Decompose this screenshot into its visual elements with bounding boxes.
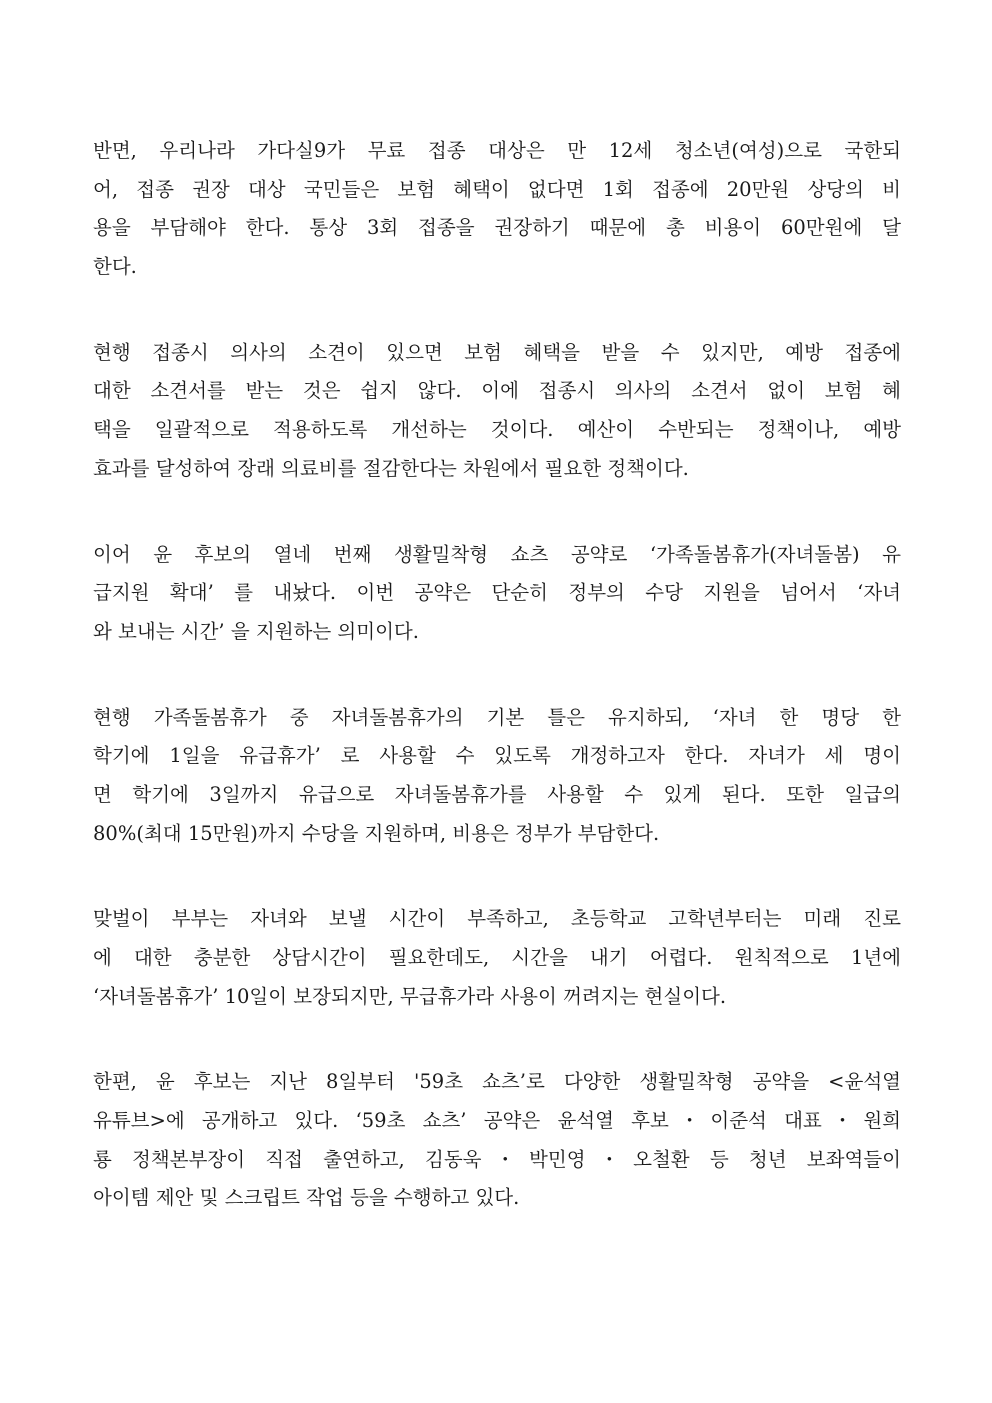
text-line: 와 보내는 시간’ 을 지원하는 의미이다. <box>93 619 419 643</box>
text-line: 한편, 윤 후보는 지난 8일부터 '59초 쇼츠’로 다양한 생활밀착형 공약을 <윤석열 <box>93 1070 901 1094</box>
paragraph-family-care-leave <box>93 536 901 652</box>
text-line: 맞벌이 부부는 자녀와 보낼 시간이 부족하고, 초등학교 고학년부터는 미래 진로 <box>93 907 901 931</box>
text-line: 한다. <box>93 255 137 279</box>
text-line: 룡 정책본부장이 직접 출연하고, 김동욱・박민영・오철환 등 청년 보좌역들이 <box>93 1147 901 1171</box>
text-line: 효과를 달성하여 장래 의료비를 절감한다는 차원에서 필요한 정책이다. <box>93 456 689 480</box>
text-line: 에 대한 충분한 상담시간이 필요한데도, 시간을 내기 어렵다. 원칙적으로 1년에 <box>93 946 901 969</box>
document-body <box>93 132 901 1265</box>
text-line: 반면, 우리나라 가다실9가 무료 접종 대상은 만 12세 청소년(여성)으로 국한되 <box>93 139 901 162</box>
paragraph-hpv-vaccine-cost <box>93 132 901 287</box>
text-line: 유튜브>에 공개하고 있다. ‘59초 쇼츠’ 공약은 윤석열 후보・이준석 대표・원희 <box>93 1109 901 1133</box>
paragraph-paid-leave-details <box>93 699 901 854</box>
text-line: 대한 소견서를 받는 것은 쉽지 않다. 이에 접종시 의사의 소견서 없이 보험 혜 <box>93 379 901 403</box>
paragraph-59sec-shorts <box>93 1063 901 1218</box>
text-line: 현행 접종시 의사의 소견이 있으면 보험 혜택을 받을 수 있지만, 예방 접종에 <box>93 340 901 364</box>
text-line: 아이템 제안 및 스크립트 작업 등을 수행하고 있다. <box>93 1186 520 1210</box>
text-line: 용을 부담해야 한다. 통상 3회 접종을 권장하기 때문에 총 비용이 60만원에 달 <box>93 216 901 240</box>
text-line: 이어 윤 후보의 열네 번째 생활밀착형 쇼츠 공약로 ‘가족돌봄휴가(자녀돌봄) 유 <box>93 542 901 566</box>
text-line: 학기에 1일을 유급휴가’ 로 사용할 수 있도록 개정하고자 한다. 자녀가 세 명이 <box>93 744 901 768</box>
paragraph-dual-income-parents <box>93 900 901 1016</box>
text-line: ‘자녀돌봄휴가’ 10일이 보장되지만, 무급휴가라 사용이 꺼려지는 현실이다. <box>93 984 727 1008</box>
text-line: 80%(최대 15만원)까지 수당을 지원하며, 비용은 정부가 부담한다. <box>93 821 660 845</box>
text-line: 면 학기에 3일까지 유급으로 자녀돌봄휴가를 사용할 수 있게 된다. 또한 일급의 <box>93 782 901 806</box>
text-line: 어, 접종 권장 대상 국민들은 보험 혜택이 없다면 1회 접종에 20만원 상당의 비 <box>93 177 901 201</box>
text-line: 현행 가족돌봄휴가 중 자녀돌봄휴가의 기본 틀은 유지하되, ‘자녀 한 명당 한 <box>93 705 901 729</box>
text-line: 급지원 확대’ 를 내놨다. 이번 공약은 단순히 정부의 수당 지원을 넘어서 ‘자녀 <box>93 581 901 605</box>
text-line: 택을 일괄적으로 적용하도록 개선하는 것이다. 예산이 수반되는 정책이나, 예방 <box>93 418 901 442</box>
paragraph-insurance-reform <box>93 334 901 489</box>
